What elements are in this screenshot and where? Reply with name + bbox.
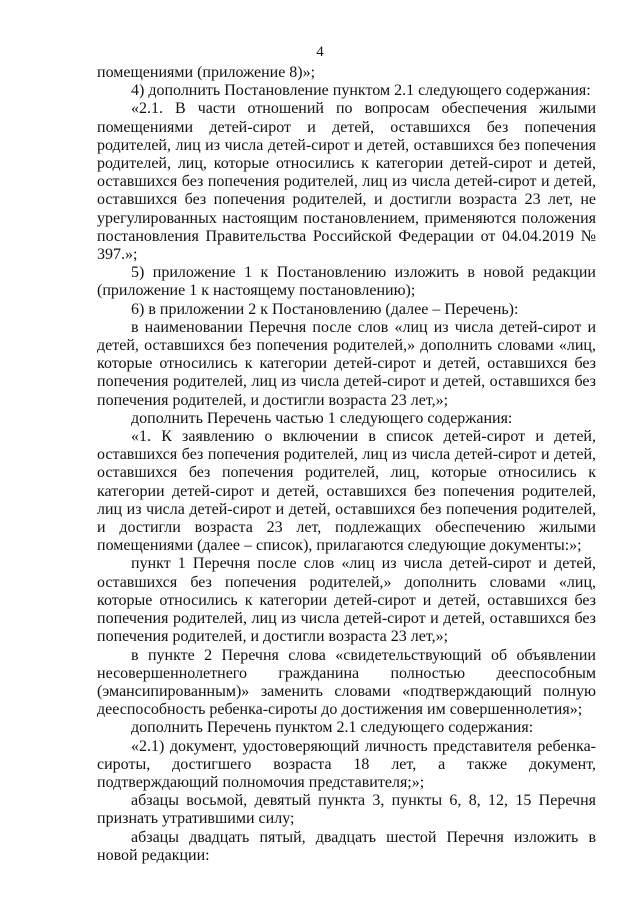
paragraph-add-point-2-1: дополнить Перечень пунктом 2.1 следующего содержания: xyxy=(131,719,534,737)
paragraph-list-title-amendment: в наименовании Перечня после слов «лиц из числа детей-сирот и детей, оставшихся без попечения родителей,» дополнить словами «лиц, которые относились к категории детей-сирот и детей, оставшихся без попечения родителей, лиц из числа детей-сирот и детей, оставшихся без попечения родителей, и достигли возраста 23 лет,»; xyxy=(97,318,596,409)
paragraph-repealed: абзацы восьмой, девятый пункта 3, пункты 6, 8, 12, 15 Перечня признать утратившими силу; xyxy=(97,792,596,828)
paragraph-add-part-1: дополнить Перечень частью 1 следующего содержания: xyxy=(131,409,513,427)
paragraph-item-6: 6) в приложении 2 к Постановлению (далее – Перечень): xyxy=(131,300,519,318)
paragraph-quote-point-2-1: «2.1) документ, удостоверяющий личность представителя ребенка-сироты, достигшего возраста 18 лет, а также документ, подтверждающий полномочия представителя;»; xyxy=(97,737,596,791)
document-body xyxy=(97,64,596,865)
paragraph-item-5: 5) приложение 1 к Постановлению изложить в новой редакции (приложение 1 к настоящему постановлению); xyxy=(97,264,596,300)
paragraph-item-4: 4) дополнить Постановление пунктом 2.1 следующего содержания: xyxy=(131,82,591,100)
paragraph-continuation: помещениями (приложение 8)»; xyxy=(97,64,316,81)
paragraph-quote-2-1: «2.1. В части отношений по вопросам обеспечения жилыми помещениями детей-сирот и детей, оставшихся без попечения родителей, лиц из числа детей-сирот и детей, оставшихся без попечения родителей, лиц, которые относились к категории детей-сирот и детей, оставшихся без попечения родителей, лиц из числа детей-сирот и детей, оставшихся без попечения родителей, и достигли возраста 23 лет, не урегулированных настоящим постановлением, применяются положения постановления Правительства Российской Федерации от 04.04.2019 № 397.»; xyxy=(97,100,596,264)
page-number: 4 xyxy=(316,44,324,60)
paragraph-point-1: пункт 1 Перечня после слов «лиц из числа детей-сирот и детей, оставшихся без попечения родителей,» дополнить словами «лиц, которые относились к категории детей-сирот и детей, оставшихся без попечения родителей, лиц из числа детей-сирот и детей, оставшихся без попечения родителей, и достигли возраста 23 лет,»; xyxy=(97,555,596,646)
paragraph-new-edition: абзацы двадцать пятый, двадцать шестой Перечня изложить в новой редакции: xyxy=(97,828,596,864)
paragraph-quote-part-1: «1. К заявлению о включении в список детей-сирот и детей, оставшихся без попечения родителей, лиц из числа детей-сирот и детей, оставшихся без попечения родителей, лиц, которые относились к категории детей-сирот и детей, оставшихся без попечения родителей, лиц из числа детей-сирот и детей, оставшихся без попечения родителей, и достигли возраста 23 лет, подлежащих обеспечению жилыми помещениями (далее – список), прилагаются следующие документы:»; xyxy=(97,428,596,555)
paragraph-point-2: в пункте 2 Перечня слова «свидетельствующий об объявлении несовершеннолетнего гражданина полностью дееспособным (эмансипированным)» заменить словами «подтверждающий полную дееспособность ребенка-сироты до достижения им совершеннолетия»; xyxy=(97,646,596,719)
